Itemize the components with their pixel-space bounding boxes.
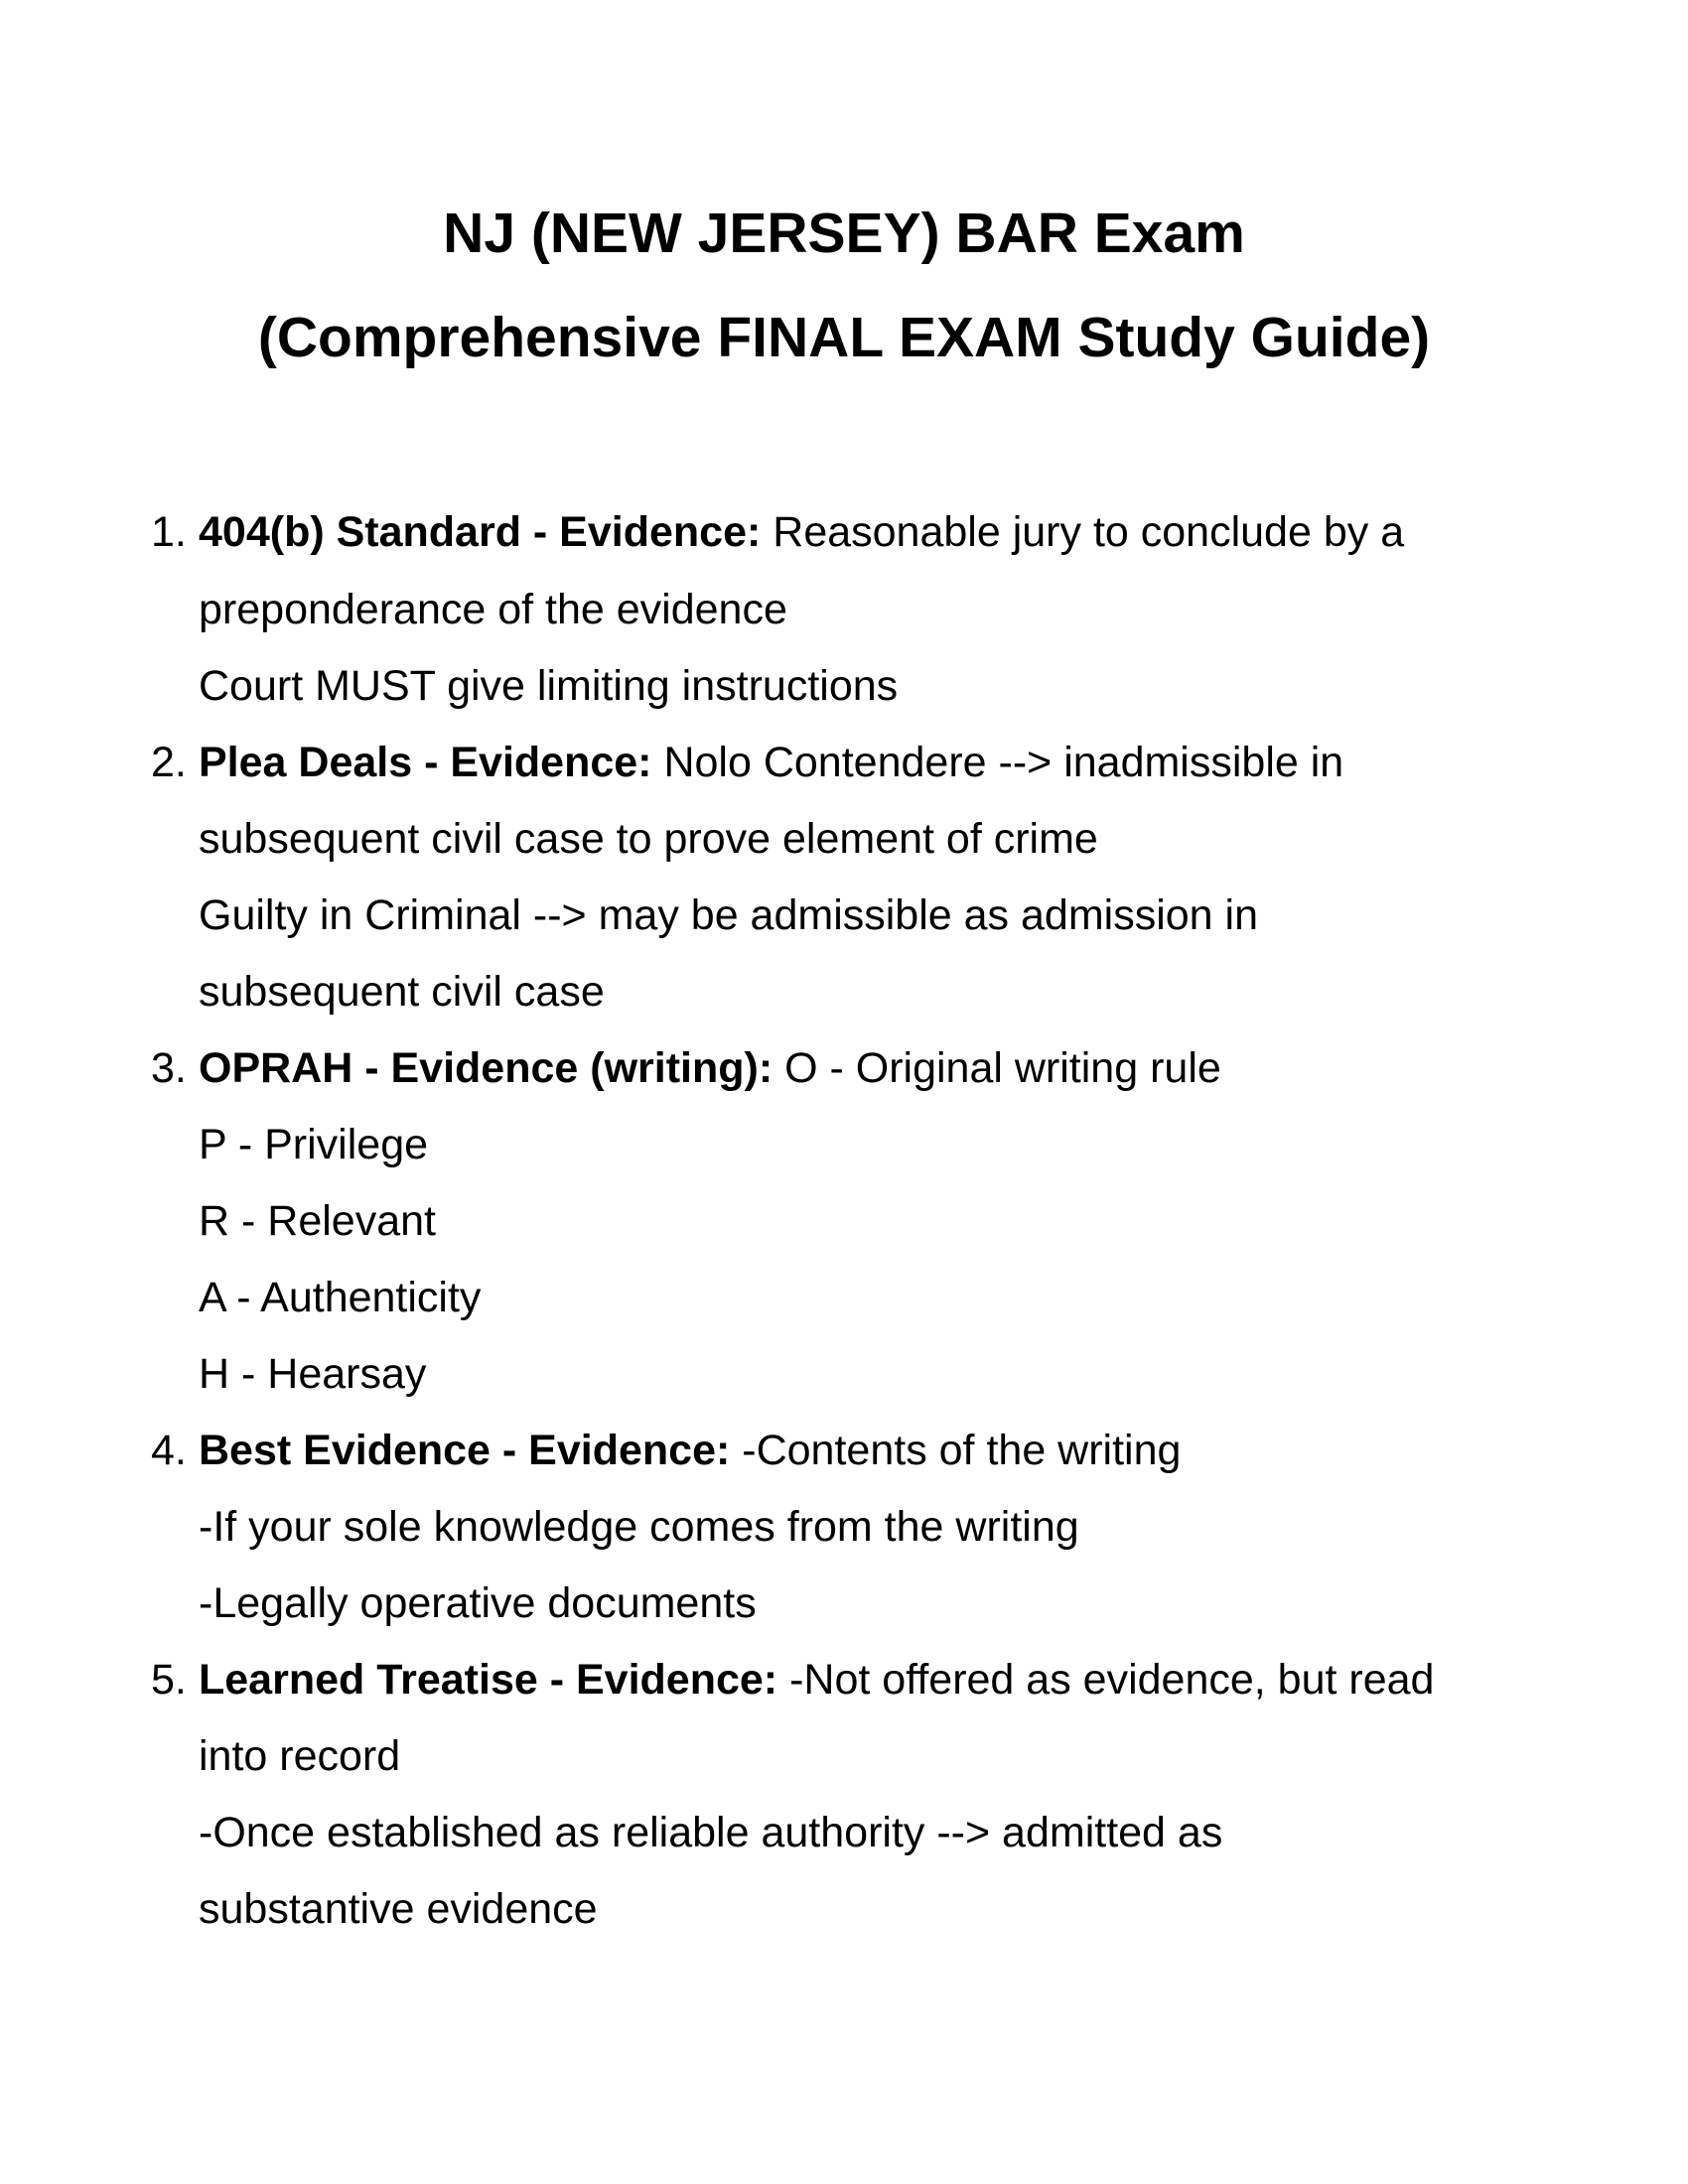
item-text-continuation: -Legally operative documents: [199, 1579, 757, 1627]
item-heading: Best Evidence - Evidence:: [199, 1427, 731, 1474]
item-text: Nolo Contendere --> inadmissible in: [651, 739, 1344, 786]
item-text-continuation: subsequent civil case to prove element of crime: [199, 815, 1098, 863]
item-text-continuation: A - Authenticity: [199, 1274, 482, 1321]
item-text-continuation: Court MUST give limiting instructions: [199, 662, 899, 710]
item-text-continuation: substantive evidence: [199, 1885, 598, 1933]
item-heading: 404(b) Standard - Evidence:: [199, 508, 762, 556]
item-text-continuation: preponderance of the evidence: [199, 586, 787, 633]
item-text-continuation: H - Hearsay: [199, 1350, 427, 1398]
item-number: 4.: [151, 1427, 187, 1474]
item-number: 5.: [151, 1656, 187, 1704]
item-heading: Learned Treatise - Evidence:: [199, 1656, 778, 1704]
item-text: Reasonable jury to conclude by a: [761, 508, 1405, 556]
item-text: -Contents of the writing: [730, 1427, 1182, 1474]
item-text-continuation: R - Relevant: [199, 1197, 436, 1245]
item-text: O - Original writing rule: [773, 1044, 1221, 1092]
item-number: 1.: [151, 508, 187, 556]
document-title-line-1: NJ (NEW JERSEY) BAR Exam: [443, 202, 1245, 265]
item-text-continuation: subsequent civil case: [199, 968, 605, 1016]
item-number: 3.: [151, 1044, 187, 1092]
document-title-line-2: (Comprehensive FINAL EXAM Study Guide): [257, 306, 1431, 369]
item-heading: OPRAH - Evidence (writing):: [199, 1044, 774, 1092]
item-heading: Plea Deals - Evidence:: [199, 739, 652, 786]
item-text: -Not offered as evidence, but read: [777, 1656, 1435, 1704]
item-number: 2.: [151, 739, 187, 786]
item-text-continuation: -If your sole knowledge comes from the writing: [199, 1503, 1079, 1551]
item-text-continuation: P - Privilege: [199, 1121, 429, 1168]
item-text-continuation: into record: [199, 1732, 401, 1780]
item-text-continuation: -Once established as reliable authority --> admitted as: [199, 1809, 1223, 1856]
item-text-continuation: Guilty in Criminal --> may be admissible as admission in: [199, 891, 1259, 939]
